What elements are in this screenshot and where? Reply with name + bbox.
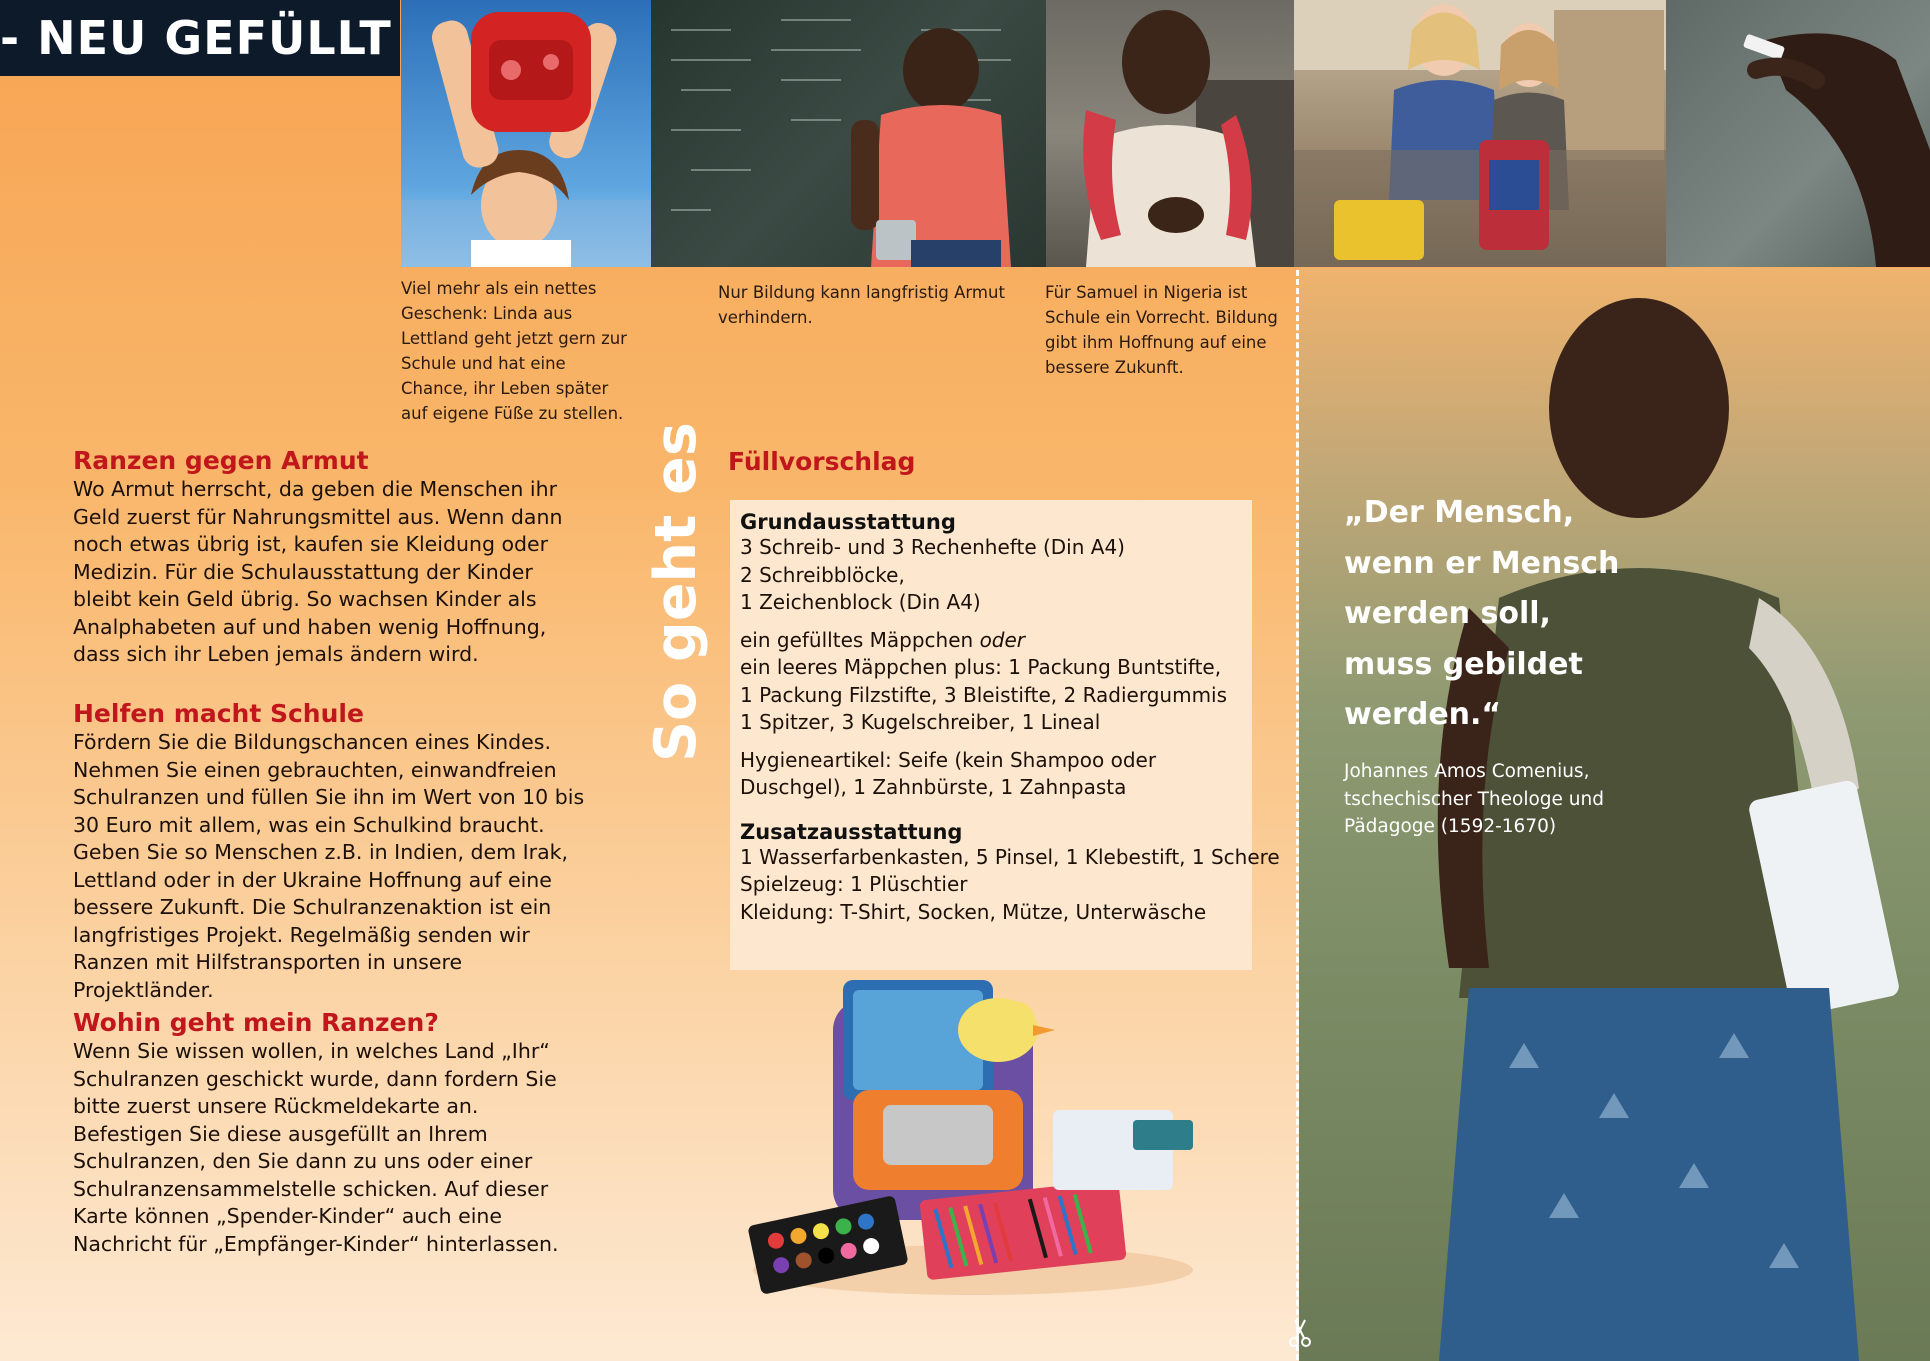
section-heading-destination: Wohin geht mein Ranzen? xyxy=(73,1008,439,1037)
filled-schoolbag-image xyxy=(733,970,1213,1300)
hygiene-item: Duschgel), 1 Zahnbürste, 1 Zahnpasta xyxy=(740,775,1127,799)
pencil-case-item: 1 Spitzer, 3 Kugelschreiber, 1 Lineal xyxy=(740,710,1101,734)
page-title xyxy=(0,0,400,76)
photo-hand-writing-chalkboard xyxy=(1666,0,1930,267)
pencil-case-line xyxy=(740,627,1255,655)
extra-item: 1 Wasserfarbenkasten, 5 Pinsel, 1 Klebestift, 1 Schere xyxy=(740,844,1280,869)
extra-equipment-heading: Zusatzausstattung xyxy=(740,819,963,844)
section-body-destination: Wenn Sie wissen wollen, in welches Land „Ihr“ Schulranzen geschickt wurde, dann fordern Sie bitte zuerst unsere Rückmeldekarte an. Befestigen Sie diese ausgefüllt an Ihrem Schulranzen, den Sie dann zu uns oder einer Schulranzensammelstelle schicken. Auf dieser Karte können „Spender-Kinder“ auch eine Nachricht für „Empfänger-Kinder“ hinterlassen. xyxy=(73,1039,559,1256)
extra-item: Kleidung: T-Shirt, Socken, Mütze, Unterwäsche xyxy=(740,899,1207,924)
quote-line: wenn er Mensch xyxy=(1344,545,1620,581)
pencil-case-item: 1 Packung Filzstifte, 3 Bleistifte, 2 Radiergummis xyxy=(740,682,1228,707)
quote-line: werden soll, xyxy=(1344,596,1551,631)
quote xyxy=(1344,488,1744,741)
fill-suggestion-content xyxy=(740,510,1280,926)
basic-item: 3 Schreib- und 3 Rechenhefte (Din A4) xyxy=(740,535,1125,559)
quote-author-role: tschechischer Theologe und xyxy=(1344,788,1604,810)
cut-line xyxy=(1296,270,1299,1360)
scissors-icon xyxy=(1287,1318,1313,1348)
quote-line: muss gebildet xyxy=(1344,646,1583,682)
quote-line: werden.“ xyxy=(1344,697,1502,732)
basic-item: 2 Schreibblöcke, xyxy=(740,562,905,587)
page-title-text: - NEU GEFÜLLT xyxy=(0,11,392,65)
photo-children-in-germany xyxy=(1294,0,1666,267)
photo-girl-with-backpack xyxy=(401,0,651,267)
vertical-heading: So geht es xyxy=(643,422,709,762)
pencil-case-full: ein gefülltes Mäppchen xyxy=(740,627,974,652)
quote-line: „Der Mensch, xyxy=(1344,495,1575,530)
caption-photo-3: Für Samuel in Nigeria ist Schule ein Vorrecht. Bildung gibt ihm Hoffnung auf eine bessere Zukunft. xyxy=(1045,283,1278,377)
quote-author-years: Pädagoge (1592-1670) xyxy=(1344,816,1557,837)
extra-item: Spielzeug: 1 Plüschtier xyxy=(740,872,968,896)
quote-author xyxy=(1344,758,1664,841)
fill-suggestion-heading: Füllvorschlag xyxy=(728,447,916,476)
caption-photo-1: Viel mehr als ein nettes Geschenk: Linda aus Lettland geht jetzt gern zur Schule und hat eine Chance, ihr Leben später auf eigene Füße zu stellen. xyxy=(401,279,627,423)
section-body-school: Fördern Sie die Bildungschancen eines Kindes. Nehmen Sie einen gebrauchten, einwandfreien Schulranzen und füllen Sie ihn im Wert von 10 bis 30 Euro mit allem, was ein Schulkind braucht. Geben Sie so Menschen z.B. in Indien, dem Irak, Lettland oder in der Ukraine Hoffnung auf eine bessere Zukunft. Die Schulranzenaktion ist ein langfristiges Projekt. Regelmäßig senden wir Ranzen mit Hilfstransporten in unsere Projektländer. xyxy=(73,730,585,1002)
quote-author-name: Johannes Amos Comenius, xyxy=(1344,761,1590,782)
section-body-poverty: Wo Armut herrscht, da geben die Menschen ihr Geld zuerst für Nahrungsmittel aus. Wenn dann noch etwas übrig ist, kaufen sie Kleidung oder Medizin. Für die Schulausstattung der Kinder bleibt kein Geld übrig. So wachsen Kinder als Analphabeten auf und haben wenig Hoffnung, dass sich ihr Leben jemals ändern wird. xyxy=(73,477,563,666)
pencil-case-or: oder xyxy=(979,627,1026,652)
section-heading-school: Helfen macht Schule xyxy=(73,699,364,728)
basic-item: 1 Zeichenblock (Din A4) xyxy=(740,590,981,614)
section-heading-poverty: Ranzen gegen Armut xyxy=(73,446,369,475)
hygiene-item: Hygieneartikel: Seife (kein Shampoo oder xyxy=(740,747,1157,772)
photo-boy-in-nigeria xyxy=(1046,0,1294,267)
basic-equipment-heading: Grundausstattung xyxy=(740,510,956,534)
pencil-case-item: ein leeres Mäppchen plus: 1 Packung Buntstifte, xyxy=(740,655,1222,679)
photo-girl-at-chalkboard xyxy=(651,0,1046,267)
caption-photo-2: Nur Bildung kann langfristig Armut verhindern. xyxy=(718,283,1005,327)
